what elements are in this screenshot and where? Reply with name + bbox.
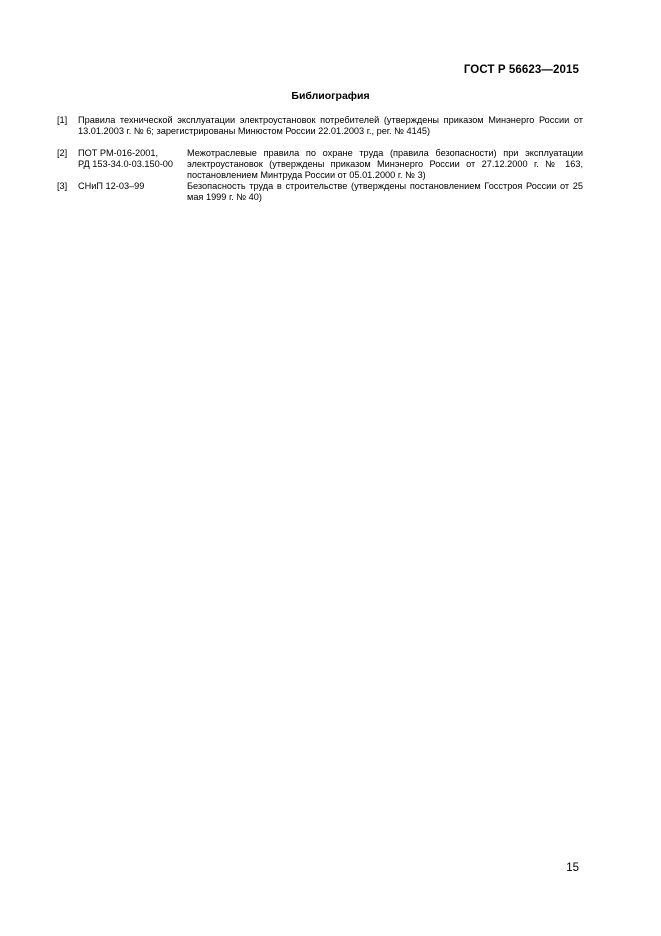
entry-text: Безопасность труда в строительстве (утверждены постановлением Госстроя России от 25 мая 1999 г. № 40) xyxy=(187,181,583,202)
page-number: 15 xyxy=(566,862,579,874)
entry-number: [2] xyxy=(57,148,68,158)
bibliography-entry xyxy=(57,181,583,203)
entry-number: [1] xyxy=(57,115,68,125)
section-title: Библиография xyxy=(291,90,370,102)
entry-code xyxy=(78,148,188,170)
entry-code-line: ПОТ РМ-016-2001, xyxy=(78,148,159,158)
entry-text: Межотраслевые правила по охране труда (правила безопасности) при эксплуатации электроустановок (утверждены приказом Минэнерго России от 27.12.2000 г. № 163, постановлением Минтруда России от 05.01.2000 г. № 3) xyxy=(187,148,583,180)
entry-text: Правила технической эксплуатации электроустановок потребителей (утверждены приказом Минэнерго России от 13.01.2003 г. № 6; зарегистрированы Минюстом России 22.01.2003 г., рег. № 4145) xyxy=(78,115,583,136)
bibliography-list xyxy=(57,115,583,203)
entry-number: [3] xyxy=(57,181,68,191)
bibliography-entry xyxy=(57,115,583,137)
entry-code-line: СНиП 12-03–99 xyxy=(78,181,145,191)
document-code: ГОСТ Р 56623—2015 xyxy=(463,64,579,76)
entry-code-line: РД 153-34.0-03.150-00 xyxy=(78,159,173,169)
entry-code xyxy=(78,181,188,192)
bibliography-entry xyxy=(57,148,583,181)
